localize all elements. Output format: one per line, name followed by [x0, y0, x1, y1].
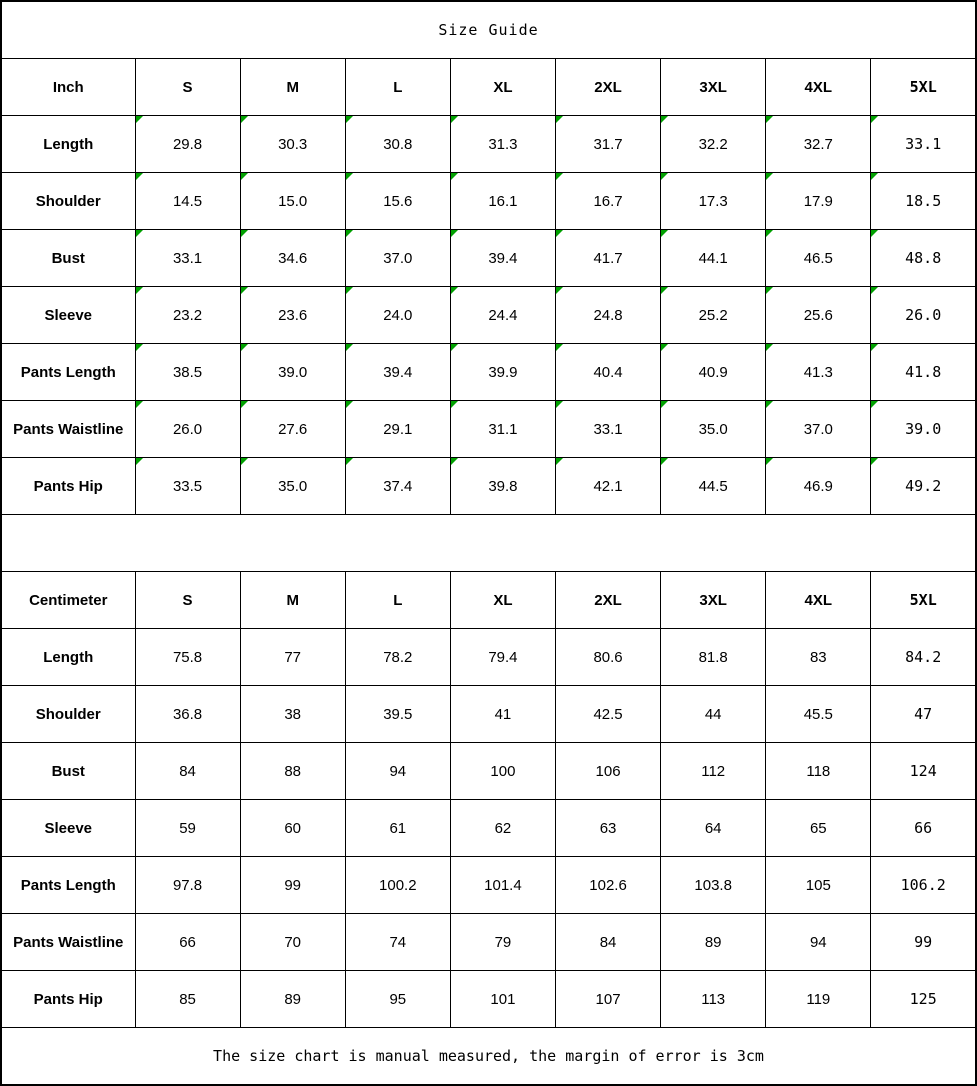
size-value-cell: 23.2 [135, 287, 240, 344]
size-value-cell: 38 [240, 686, 345, 743]
title-row [1, 1, 976, 59]
col-header-xl: XL [450, 572, 555, 629]
data-row [1, 971, 976, 1028]
size-value-cell: 27.6 [240, 401, 345, 458]
size-value-cell: 24.0 [345, 287, 450, 344]
size-value-cell: 33.1 [556, 401, 661, 458]
size-value-cell: 80.6 [556, 629, 661, 686]
size-value-cell: 105 [766, 857, 871, 914]
size-value-cell: 89 [240, 971, 345, 1028]
size-value-cell: 35.0 [240, 458, 345, 515]
data-row [1, 116, 976, 173]
size-value-cell: 41.8 [871, 344, 976, 401]
size-value-cell: 101.4 [450, 857, 555, 914]
sheet-body [1, 1, 976, 1085]
row-label: Pants Hip [1, 458, 135, 515]
size-value-cell: 31.3 [450, 116, 555, 173]
row-label: Pants Waistline [1, 401, 135, 458]
size-value-cell: 39.4 [450, 230, 555, 287]
col-header-5xl: 5XL [871, 572, 976, 629]
size-value-cell: 113 [661, 971, 766, 1028]
row-label: Pants Length [1, 344, 135, 401]
header-row [1, 572, 976, 629]
size-value-cell: 16.1 [450, 173, 555, 230]
data-row [1, 230, 976, 287]
size-value-cell: 89 [661, 914, 766, 971]
size-value-cell: 79.4 [450, 629, 555, 686]
data-row [1, 401, 976, 458]
col-header-3xl: 3XL [661, 572, 766, 629]
size-value-cell: 41.7 [556, 230, 661, 287]
size-value-cell: 102.6 [556, 857, 661, 914]
footer-note: The size chart is manual measured, the margin of error is 3cm [1, 1028, 976, 1086]
size-value-cell: 14.5 [135, 173, 240, 230]
size-value-cell: 48.8 [871, 230, 976, 287]
size-value-cell: 124 [871, 743, 976, 800]
size-value-cell: 18.5 [871, 173, 976, 230]
data-row [1, 743, 976, 800]
size-value-cell: 15.0 [240, 173, 345, 230]
size-value-cell: 25.2 [661, 287, 766, 344]
size-value-cell: 94 [345, 743, 450, 800]
data-row [1, 173, 976, 230]
size-value-cell: 100 [450, 743, 555, 800]
size-value-cell: 24.8 [556, 287, 661, 344]
col-header-4xl: 4XL [766, 59, 871, 116]
data-row [1, 800, 976, 857]
page-title: Size Guide [1, 1, 976, 59]
size-value-cell: 94 [766, 914, 871, 971]
size-value-cell: 62 [450, 800, 555, 857]
gap-row [1, 515, 976, 572]
row-label: Pants Length [1, 857, 135, 914]
size-value-cell: 66 [871, 800, 976, 857]
size-value-cell: 125 [871, 971, 976, 1028]
size-value-cell: 17.9 [766, 173, 871, 230]
size-value-cell: 84.2 [871, 629, 976, 686]
size-value-cell: 25.6 [766, 287, 871, 344]
size-value-cell: 32.7 [766, 116, 871, 173]
size-value-cell: 23.6 [240, 287, 345, 344]
size-value-cell: 79 [450, 914, 555, 971]
size-value-cell: 46.9 [766, 458, 871, 515]
size-value-cell: 119 [766, 971, 871, 1028]
size-value-cell: 15.6 [345, 173, 450, 230]
size-value-cell: 41 [450, 686, 555, 743]
size-value-cell: 118 [766, 743, 871, 800]
size-value-cell: 32.2 [661, 116, 766, 173]
data-row [1, 857, 976, 914]
unit-header-label: Centimeter [1, 572, 135, 629]
size-value-cell: 95 [345, 971, 450, 1028]
col-header-m: M [240, 572, 345, 629]
size-value-cell: 35.0 [661, 401, 766, 458]
size-value-cell: 59 [135, 800, 240, 857]
col-header-5xl: 5XL [871, 59, 976, 116]
col-header-4xl: 4XL [766, 572, 871, 629]
size-value-cell: 97.8 [135, 857, 240, 914]
data-row [1, 344, 976, 401]
size-value-cell: 39.8 [450, 458, 555, 515]
data-row [1, 458, 976, 515]
size-value-cell: 84 [556, 914, 661, 971]
row-label: Shoulder [1, 173, 135, 230]
size-value-cell: 66 [135, 914, 240, 971]
size-value-cell: 99 [240, 857, 345, 914]
row-label: Pants Waistline [1, 914, 135, 971]
size-value-cell: 39.5 [345, 686, 450, 743]
size-value-cell: 38.5 [135, 344, 240, 401]
size-value-cell: 24.4 [450, 287, 555, 344]
row-label: Bust [1, 230, 135, 287]
size-value-cell: 33.5 [135, 458, 240, 515]
size-value-cell: 47 [871, 686, 976, 743]
size-value-cell: 37.0 [345, 230, 450, 287]
size-value-cell: 106.2 [871, 857, 976, 914]
footer-row [1, 1028, 976, 1086]
col-header-3xl: 3XL [661, 59, 766, 116]
size-value-cell: 29.1 [345, 401, 450, 458]
size-value-cell: 36.8 [135, 686, 240, 743]
size-value-cell: 46.5 [766, 230, 871, 287]
size-value-cell: 31.1 [450, 401, 555, 458]
size-value-cell: 16.7 [556, 173, 661, 230]
row-label: Pants Hip [1, 971, 135, 1028]
col-header-l: L [345, 572, 450, 629]
size-value-cell: 39.0 [871, 401, 976, 458]
data-row [1, 686, 976, 743]
size-value-cell: 88 [240, 743, 345, 800]
col-header-2xl: 2XL [556, 572, 661, 629]
size-value-cell: 34.6 [240, 230, 345, 287]
size-value-cell: 65 [766, 800, 871, 857]
section-gap [1, 515, 976, 572]
col-header-l: L [345, 59, 450, 116]
size-value-cell: 45.5 [766, 686, 871, 743]
size-value-cell: 26.0 [871, 287, 976, 344]
size-value-cell: 61 [345, 800, 450, 857]
size-value-cell: 33.1 [135, 230, 240, 287]
data-row [1, 629, 976, 686]
size-value-cell: 106 [556, 743, 661, 800]
size-value-cell: 100.2 [345, 857, 450, 914]
unit-header-label: Inch [1, 59, 135, 116]
size-value-cell: 39.0 [240, 344, 345, 401]
size-value-cell: 33.1 [871, 116, 976, 173]
row-label: Length [1, 116, 135, 173]
col-header-s: S [135, 572, 240, 629]
row-label: Bust [1, 743, 135, 800]
size-value-cell: 42.1 [556, 458, 661, 515]
size-value-cell: 39.4 [345, 344, 450, 401]
size-value-cell: 70 [240, 914, 345, 971]
size-value-cell: 37.0 [766, 401, 871, 458]
size-value-cell: 42.5 [556, 686, 661, 743]
header-row [1, 59, 976, 116]
size-value-cell: 40.9 [661, 344, 766, 401]
size-value-cell: 74 [345, 914, 450, 971]
size-value-cell: 26.0 [135, 401, 240, 458]
size-value-cell: 107 [556, 971, 661, 1028]
size-value-cell: 30.3 [240, 116, 345, 173]
row-label: Length [1, 629, 135, 686]
size-value-cell: 112 [661, 743, 766, 800]
size-value-cell: 63 [556, 800, 661, 857]
size-value-cell: 77 [240, 629, 345, 686]
row-label: Shoulder [1, 686, 135, 743]
size-value-cell: 84 [135, 743, 240, 800]
size-value-cell: 78.2 [345, 629, 450, 686]
size-value-cell: 39.9 [450, 344, 555, 401]
size-value-cell: 75.8 [135, 629, 240, 686]
size-value-cell: 44.5 [661, 458, 766, 515]
size-value-cell: 60 [240, 800, 345, 857]
size-value-cell: 103.8 [661, 857, 766, 914]
size-value-cell: 99 [871, 914, 976, 971]
size-value-cell: 83 [766, 629, 871, 686]
size-value-cell: 44 [661, 686, 766, 743]
size-value-cell: 81.8 [661, 629, 766, 686]
size-value-cell: 37.4 [345, 458, 450, 515]
size-value-cell: 17.3 [661, 173, 766, 230]
size-value-cell: 30.8 [345, 116, 450, 173]
row-label: Sleeve [1, 800, 135, 857]
col-header-xl: XL [450, 59, 555, 116]
size-value-cell: 101 [450, 971, 555, 1028]
size-value-cell: 64 [661, 800, 766, 857]
size-value-cell: 41.3 [766, 344, 871, 401]
col-header-2xl: 2XL [556, 59, 661, 116]
size-value-cell: 44.1 [661, 230, 766, 287]
size-value-cell: 31.7 [556, 116, 661, 173]
size-value-cell: 40.4 [556, 344, 661, 401]
data-row [1, 914, 976, 971]
col-header-s: S [135, 59, 240, 116]
col-header-m: M [240, 59, 345, 116]
size-value-cell: 29.8 [135, 116, 240, 173]
row-label: Sleeve [1, 287, 135, 344]
size-value-cell: 49.2 [871, 458, 976, 515]
size-value-cell: 85 [135, 971, 240, 1028]
data-row [1, 287, 976, 344]
